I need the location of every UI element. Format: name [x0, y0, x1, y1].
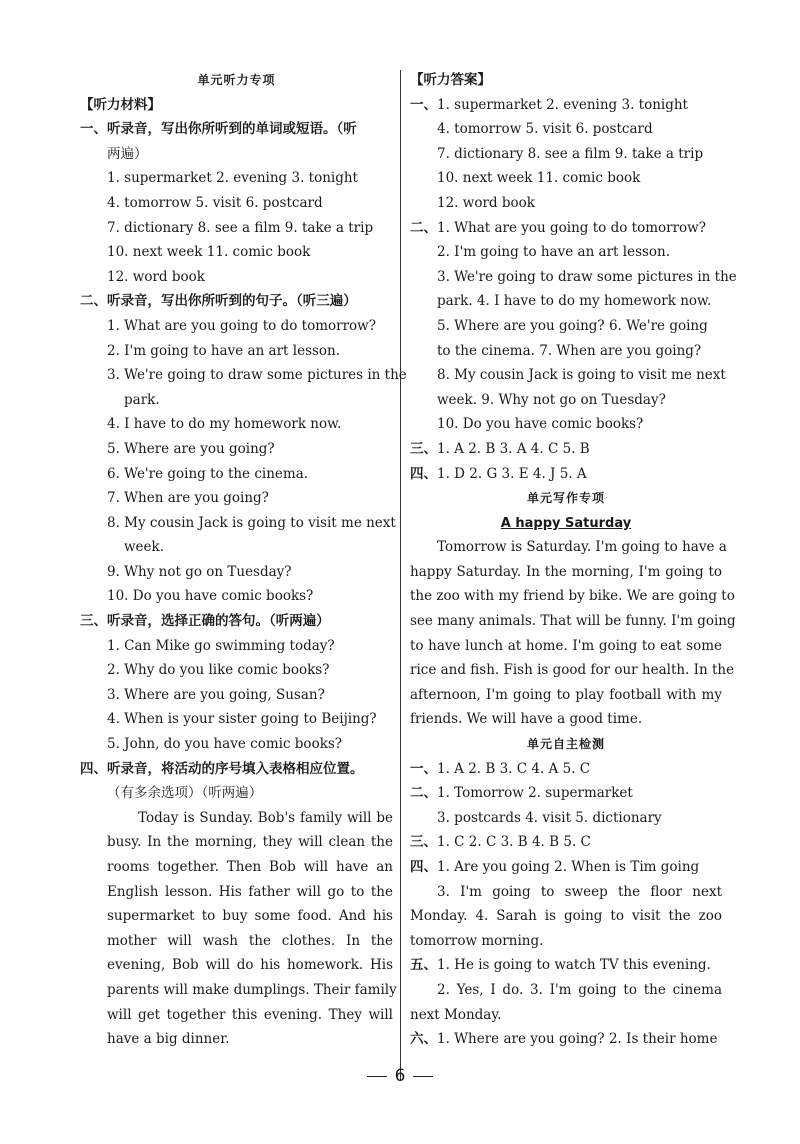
q3-row [410, 830, 722, 855]
q6-label: 六、 [410, 1031, 437, 1048]
a4-label: 四、 [410, 465, 437, 482]
list-item: 7. When are you going? [107, 490, 269, 507]
section-title: 单元听力专项 [197, 73, 276, 87]
list-item: week. 9. Why not go on Tuesday? [437, 391, 666, 408]
list-item: park. [124, 391, 160, 408]
essay-title: A happy Saturday [500, 515, 632, 531]
q2-label: 二、 [410, 785, 437, 802]
essay-line: see many animals. That will be funny. I'm going [410, 613, 736, 630]
passage-line: will get together this evening. They will [107, 1006, 393, 1023]
q5-line: next Monday. [410, 1006, 502, 1023]
list-item: 1. supermarket 2. evening 3. tonight [107, 170, 358, 187]
q5-line: 2. Yes, I do. 3. I'm going to the cinema [437, 981, 722, 998]
q5-row [410, 953, 722, 978]
list-item: 10. next week 11. comic book [107, 244, 311, 261]
column-divider [400, 70, 401, 1080]
essay-line: friends. We will have a good time. [410, 711, 643, 728]
writing-title: 单元写作专项 [526, 491, 605, 506]
q5-label: 五、 [410, 957, 437, 974]
list-item: 3. We're going to draw some pictures in the [107, 367, 407, 384]
page-number: 6 [394, 1066, 406, 1086]
list-item: 6. We're going to the cinema. [107, 465, 309, 482]
s3-heading: 三、听录音，选择正确的答句。（听两遍） [80, 613, 330, 630]
passage-line: mother will wash the clothes. In the [107, 932, 393, 949]
q4-line: tomorrow morning. [410, 932, 544, 949]
test-title: 单元自主检测 [526, 737, 605, 752]
essay-line: afternoon, I'm going to play football with my [410, 686, 722, 703]
q4-text: 1. Are you going 2. When is Tim going [437, 859, 700, 875]
essay-title-row [410, 511, 722, 536]
list-item: 8. My cousin Jack is going to visit me next [437, 367, 726, 384]
essay-line: rice and fish. Fish is good for our health. In the [410, 662, 735, 679]
q1-label: 一、 [410, 760, 437, 777]
list-item: 4. I have to do my homework now. [107, 416, 342, 433]
a3-label: 三、 [410, 440, 437, 457]
list-item: 2. I'm going to have an art lesson. [437, 244, 671, 261]
list-item: 2. I'm going to have an art lesson. [107, 342, 341, 359]
list-item: 12. word book [107, 268, 205, 285]
a3-text: 1. A 2. B 3. A 4. C 5. B [437, 440, 590, 457]
q1-row [410, 757, 722, 782]
list-item: 10. Do you have comic books? [107, 588, 314, 605]
s1-heading: 一、听录音，写出你所听到的单词或短语。（听 [80, 121, 357, 138]
a3-row [410, 437, 722, 462]
essay-line: happy Saturday. In the morning, I'm going to [410, 563, 722, 580]
a2-label: 二、 [410, 219, 437, 236]
list-item: 5. Where are you going? 6. We're going [437, 317, 708, 334]
list-item: 2. Why do you like comic books? [107, 662, 330, 679]
footer-dash-left [367, 1076, 387, 1077]
essay-line: Tomorrow is Saturday. I'm going to have a [437, 539, 727, 556]
material-tag: 【听力材料】 [80, 96, 161, 113]
list-item: 3. We're going to draw some pictures in the [437, 268, 737, 285]
s4-heading: 四、听录音，将活动的序号填入表格相应位置。 [80, 760, 364, 777]
essay-line: to have lunch at home. I'm going to eat some [410, 637, 722, 654]
page-footer [0, 1066, 800, 1086]
a1-label: 一、 [410, 96, 437, 113]
a1-first-text: 1. supermarket 2. evening 3. tonight [437, 96, 688, 113]
q4-row [410, 855, 722, 880]
list-item: 5. Where are you going? [107, 440, 275, 457]
passage-line: Today is Sunday. Bob's family will be [138, 809, 393, 826]
list-item: 9. Why not go on Tuesday? [107, 563, 292, 580]
list-item: 7. dictionary 8. see a film 9. take a trip [437, 145, 704, 162]
q6-text: 1. Where are you going? 2. Is their home [437, 1031, 718, 1048]
s2-heading: 二、听录音，写出你所听到的句子。（听三遍） [80, 293, 357, 310]
list-item: 4. tomorrow 5. visit 6. postcard [107, 194, 323, 211]
q3-label: 三、 [410, 834, 437, 851]
s4-heading-cont: （有多余选项）（听两遍） [107, 785, 263, 802]
right-column [410, 68, 737, 1052]
passage-line: English lesson. His father will go to the [107, 883, 393, 900]
passage-line: supermarket to buy some food. And his [107, 908, 393, 925]
a2-first-text: 1. What are you going to do tomorrow? [437, 219, 706, 236]
q2-cont: 3. postcards 4. visit 5. dictionary [437, 809, 662, 826]
list-item: 5. John, do you have comic books? [107, 736, 343, 753]
list-item: 1. What are you going to do tomorrow? [107, 317, 376, 334]
passage-line: busy. In the morning, they will clean the [107, 834, 393, 851]
essay-line: the zoo with my friend by bike. We are going to [410, 588, 735, 605]
q4-label: 四、 [410, 859, 437, 875]
list-item: 3. Where are you going, Susan? [107, 686, 325, 703]
a4-row [410, 462, 722, 487]
a4-text: 1. D 2. G 3. E 4. J 5. A [437, 465, 587, 482]
list-item: 8. My cousin Jack is going to visit me next [107, 514, 396, 531]
footer-dash-right [413, 1076, 433, 1077]
passage-line: rooms together. Then Bob will have an [107, 859, 393, 875]
q5-text: 1. He is going to watch TV this evening. [437, 957, 711, 974]
list-item: park. 4. I have to do my homework now. [437, 293, 712, 310]
left-column [80, 68, 407, 1052]
q4-line: 3. I'm going to sweep the floor next [437, 883, 722, 900]
list-item: 4. tomorrow 5. visit 6. postcard [437, 121, 653, 138]
q4-line: Monday. 4. Sarah is going to visit the zoo [410, 908, 722, 925]
list-item: week. [124, 539, 165, 556]
q1-text: 1. A 2. B 3. C 4. A 5. C [437, 760, 591, 777]
list-item: 4. When is your sister going to Beijing? [107, 711, 377, 728]
passage-line: parents will make dumplings. Their family [107, 981, 397, 998]
passage-line: have a big dinner. [107, 1031, 230, 1048]
q6-row [410, 1027, 722, 1052]
list-item: 12. word book [437, 194, 535, 211]
list-item: 10. next week 11. comic book [437, 170, 641, 187]
q3-text: 1. C 2. C 3. B 4. B 5. C [437, 834, 591, 851]
s1-heading-cont: 两遍） [107, 145, 148, 162]
passage-line: evening, Bob will do his homework. His [107, 957, 393, 974]
a1-first [410, 93, 722, 118]
q2-text: 1. Tomorrow 2. supermarket [437, 785, 633, 802]
q2-row [410, 781, 722, 806]
list-item: to the cinema. 7. When are you going? [437, 342, 702, 359]
list-item: 7. dictionary 8. see a film 9. take a trip [107, 219, 374, 236]
a2-first [410, 216, 722, 241]
answer-tag: 【听力答案】 [410, 72, 491, 88]
list-item: 10. Do you have comic books? [437, 416, 644, 433]
list-item: 1. Can Mike go swimming today? [107, 637, 335, 654]
